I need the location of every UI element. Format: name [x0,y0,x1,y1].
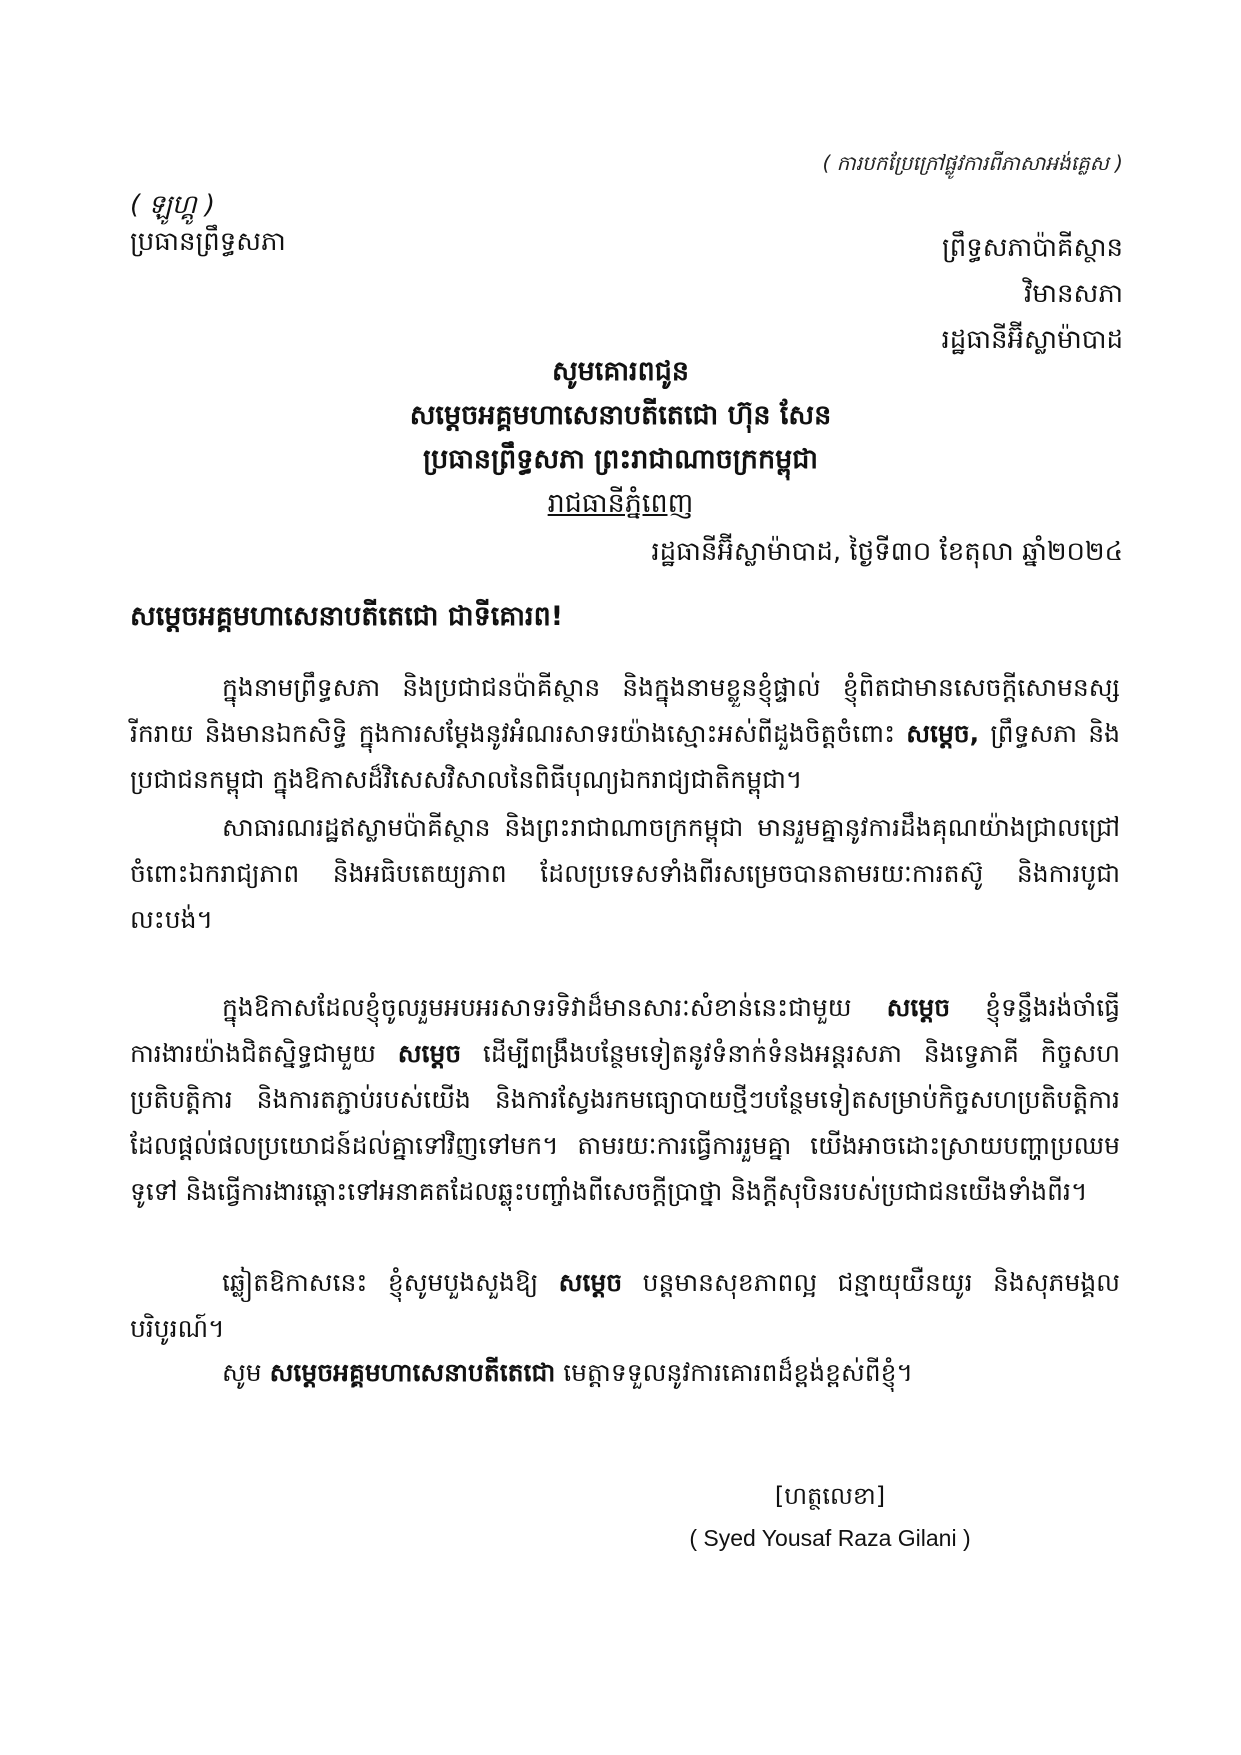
signatory-name: ( Syed Yousaf Raza Gilani ) [689,1525,971,1551]
translation-note: ( ការបកប្រែក្រៅផ្លូវការពីភាសាអង់គ្លេស ) [822,151,1123,175]
address-line-3: រដ្ឋធានីអ៊ីស្លាម៉ាបាដ [941,325,1123,355]
paragraph-5-bold: សម្តេចអគ្គមហាសេនាបតីតេជោ [269,1358,556,1387]
paragraph-5 [130,1350,1120,1396]
paragraph-4 [130,1260,1120,1352]
paragraph-1-bold: សម្តេច, [906,719,980,748]
paragraph-3-bold-1: សម្តេច [886,993,951,1022]
address-line-2: វិមានសភា [1023,279,1123,309]
recipient-title: ប្រធានព្រឹទ្ធសភា ព្រះរាជាណាចក្រកម្ពុជា [423,444,818,475]
paragraph-2 [130,805,1120,943]
paragraph-3-text-a: ក្នុងឱកាសដែលខ្ញុំចូលរួមអបអរសាទរទិវាដ៏មានសារៈសំខាន់នេះជាមួយ [222,993,887,1022]
paragraph-5-text-b: មេត្តាទទួលនូវការគោរពដ៏ខ្ពង់ខ្ពស់ពីខ្ញុំ។ [555,1358,913,1387]
paragraph-3-text-b: ខ្ញុំទន្ទឹងរង់ចាំធ្វើការងារយ៉ាងជិតស្និទ្ធជាមួយ [130,993,1120,1068]
logo-placeholder-note: ( ឡូហ្គូ ) [130,190,216,220]
date-line: រដ្ឋធានីអ៊ីស្លាម៉ាបាដ, ថ្ងៃទី៣០ ខែតុលា ឆ្នាំ២០២៤ [651,537,1123,567]
paragraph-5-text-a: សូម [222,1358,270,1387]
paragraph-3-bold-2: សម្តេច [397,1039,462,1068]
recipient-block [0,350,1241,526]
paragraph-1-text-b: ព្រឹទ្ធសភា និងប្រជាជនកម្ពុជា ក្នុងឱកាសដ៏វិសេសវិសាលនៃពិធីបុណ្យឯករាជ្យជាតិកម្ពុជា។ [130,719,1120,794]
salutation: សម្តេចអគ្គមហាសេនាបតីតេជោ ជាទីគោរព! [130,601,564,632]
paragraph-4-bold: សម្តេច [558,1268,623,1297]
recipient-city: រាជធានីភ្នំពេញ [547,488,694,519]
recipient-name: សម្តេចអគ្គមហាសេនាបតីតេជោ ហ៊ុន សែន [409,400,832,431]
signature-label: [ហត្ថលេខា] [774,1482,886,1510]
sender-address [941,225,1123,363]
sender-title: ប្រធានព្រឹទ្ធសភា [130,227,286,257]
paragraph-1-text-a: ក្នុងនាមព្រឹទ្ធសភា និងប្រជាជនប៉ាគីស្ថាន និងក្នុងនាមខ្លួនខ្ញុំផ្ទាល់ ខ្ញុំពិតជាមានសេចក្តីសោមនស្សរីករាយ និងមានឯកសិទ្ធិ ក្នុងការសម្តែងនូវអំណរសាទរយ៉ាងស្មោះអស់ពីដួងចិត្តចំពោះ [130,673,1120,748]
paragraph-2-text: សាធារណរដ្ឋឥស្លាមប៉ាគីស្ថាន និងព្រះរាជាណាចក្រកម្ពុជា មានរួមគ្នានូវការដឹងគុណយ៉ាងជ្រាលជ្រៅចំពោះឯករាជ្យភាព និងអធិបតេយ្យភាព ដែលប្រទេសទាំងពីរសម្រេចបានតាមរយៈការតស៊ូ និងការបូជាលះបង់។ [130,813,1120,934]
paragraph-3 [130,985,1120,1215]
paragraph-1 [130,665,1120,803]
paragraph-3-text-c: ដើម្បីពង្រឹងបន្ថែមទៀតនូវទំនាក់ទំនងអន្តរសភា និងទ្វេភាគី កិច្ចសហប្រតិបត្តិការ និងការតភ្ជាប់របស់យើង និងការស្វែងរកមធ្យោបាយថ្មីៗបន្ថែមទៀតសម្រាប់កិច្ចសហប្រតិបត្តិការ ដែលផ្តល់ផលប្រយោជន៍ដល់គ្នាទៅវិញទៅមក។ តាមរយៈការធ្វើការរួមគ្នា យើងអាចដោះស្រាយបញ្ហាប្រឈមទូទៅ និងធ្វើការងារឆ្ពោះទៅអនាគតដែលឆ្លុះបញ្ចាំងពីសេចក្តីប្រាថ្នា និងក្តីសុបិនរបស់ប្រជាជនយើងទាំងពីរ។ [130,1039,1120,1206]
paragraph-4-text-a: ឆ្លៀតឱកាសនេះ ខ្ញុំសូមបួងសួងឱ្យ [222,1268,559,1297]
address-line-1: ព្រឹទ្ធសភាប៉ាគីស្ថាន [941,233,1123,263]
paragraph-4-text-b: បន្តមានសុខភាពល្អ ជន្មាយុយឺនយូរ និងសុភមង្គលបរិបូរណ៍។ [130,1268,1120,1343]
recipient-greeting: សូមគោរពជូន [551,356,690,387]
signature-block [660,1475,1000,1559]
